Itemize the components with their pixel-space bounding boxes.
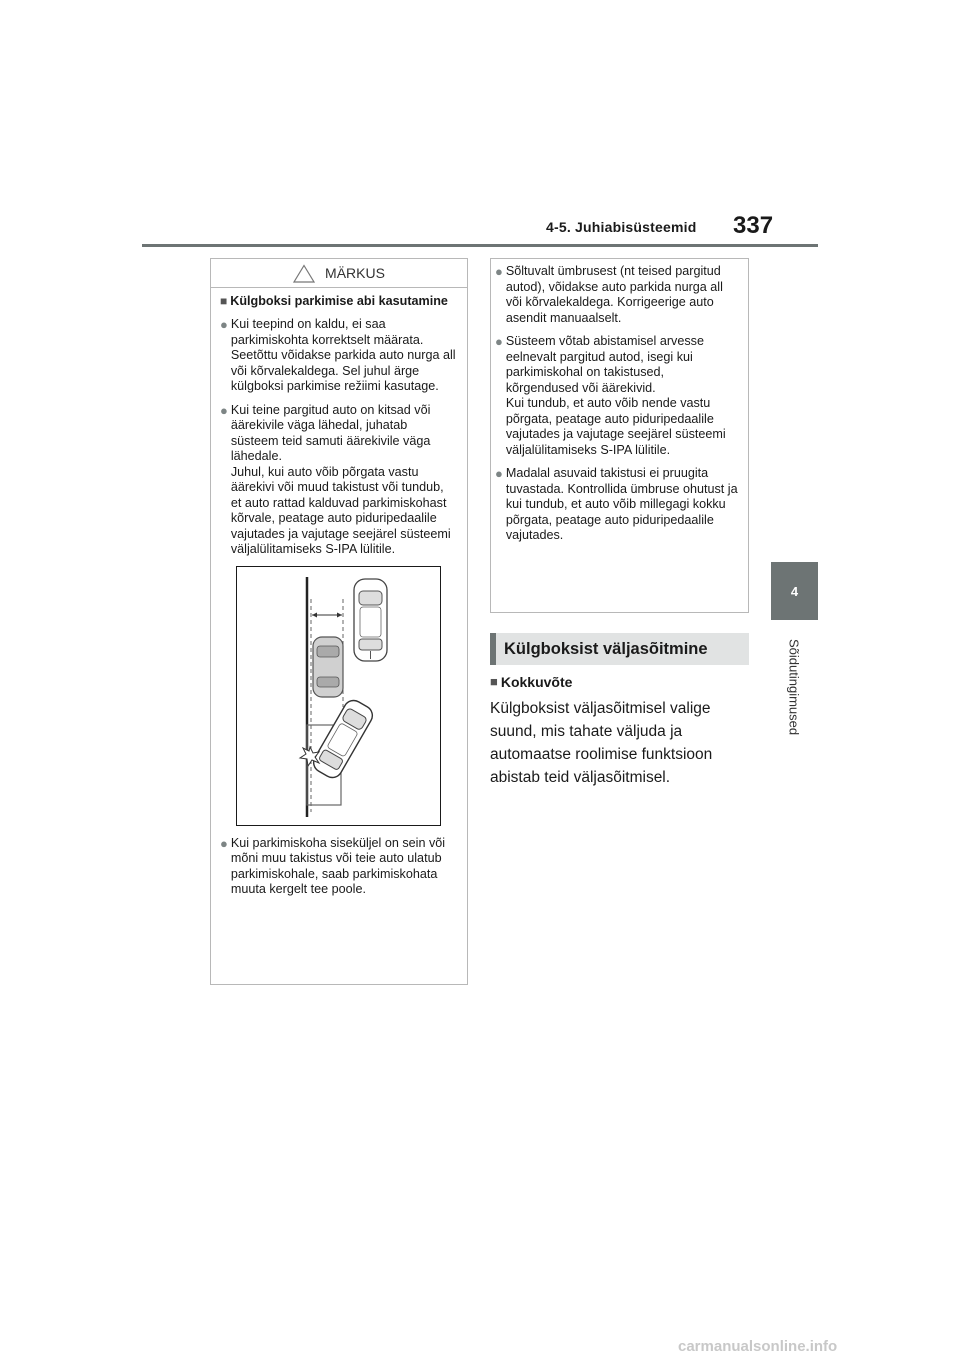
notice-continuation-box xyxy=(490,258,749,613)
notice-bullet-text: Kui teepind on kaldu, ei saa parkimiskohta korrektselt määrata. Seetõttu võidakse parkida auto nurga all või kõrvalekaldega. Sel juhul ärge külgboksi parkimise režiimi kasutage. xyxy=(230,317,456,393)
summary-heading-text: Kokkuvõte xyxy=(500,674,573,690)
warning-triangle-icon xyxy=(293,264,315,283)
square-bullet-icon: ■ xyxy=(490,674,498,689)
watermark: carmanualsonline.info xyxy=(678,1338,838,1355)
summary-heading xyxy=(490,674,572,690)
notice-bullet xyxy=(220,836,457,898)
notice-heading-text: Külgboksi parkimise abi kasutamine xyxy=(230,294,448,308)
gap-arrow-head xyxy=(337,612,342,617)
other-car xyxy=(313,637,343,697)
notice-bullet xyxy=(495,334,738,458)
bullet-dot-icon: ● xyxy=(495,264,503,279)
notice-heading xyxy=(220,294,457,309)
chapter-tab xyxy=(771,562,818,620)
notice-box xyxy=(210,258,468,985)
bullet-dot-icon: ● xyxy=(495,334,503,349)
notice-bullet xyxy=(220,403,457,558)
notice-title: MÄRKUS xyxy=(325,265,385,281)
bullet-dot-icon: ● xyxy=(495,466,503,481)
parking-diagram-svg xyxy=(237,567,440,825)
notice-header xyxy=(211,259,467,288)
parking-illustration xyxy=(236,566,441,826)
notice-bullet-text: Kui teine pargitud auto on kitsad või äärekivile väga lähedal, juhatab süsteem teid samuti äärekivile väga lähedale. Juhul, kui auto võib põrgata vastu äärekivi või muud takistust või tundub, et auto rattad kalduvad parkimiskohast kõrvale, peatage auto piduripedaalile vajutades ja vajutage seejärel süsteemi väljalülitamiseks S-IPA lülitile. xyxy=(230,402,451,556)
chapter-number: 4 xyxy=(790,583,799,599)
section-heading-text: Külgboksist väljasõitmine xyxy=(504,639,708,658)
notice-bullet xyxy=(495,466,738,544)
bullet-dot-icon: ● xyxy=(220,835,228,851)
section-heading xyxy=(490,633,749,665)
notice-bullet-text: Madalal asuvaid takistusi ei pruugita tuvastada. Kontrollida ümbruse ohutust ja kui tundub, et auto võib millegagi kokku põrgata, peatage auto piduripedaalile vajutades. xyxy=(505,466,738,542)
page-number: 337 xyxy=(733,212,774,239)
square-bullet-icon: ■ xyxy=(220,294,228,308)
section-header-title: 4-5. Juhiabisüsteemid xyxy=(546,219,697,235)
header-divider xyxy=(142,244,818,247)
gap-arrow-head xyxy=(312,612,317,617)
notice-bullet-text: Süsteem võtab abistamisel arvesse eelnevalt pargitud autod, isegi kui parkimiskohal on takistused, kõrgendused või äärekivid. Kui tundub, et auto võib nende vastu põrgata, peatage auto piduripedaalile vajutades ja vajutage seejärel süsteemi väljalülitamiseks S-IPA lülitile. xyxy=(505,334,726,457)
parked-car xyxy=(354,579,387,661)
summary-paragraph: Külgboksist väljasõitmisel valige suund, mis tahate väljuda ja automaatse roolimise funktsioon abistab teid väljasõitmisel. xyxy=(490,700,713,786)
angled-car xyxy=(310,696,376,780)
bullet-dot-icon: ● xyxy=(220,402,228,418)
notice-bullet-text: Sõltuvalt ümbrusest (nt teised pargitud autod), võidakse auto parkida nurga all või kõrvalekaldega. Korrigeerige auto asendit manuaalselt. xyxy=(505,264,723,325)
notice-bullet-text: Kui parkimiskoha siseküljel on sein või mõni muu takistus või teie auto ulatub parkimiskohale, saab parkimiskohata muuta kergelt tee poole. xyxy=(230,835,446,896)
notice-bullet xyxy=(220,317,457,395)
notice-bullet xyxy=(495,264,738,326)
chapter-label-text: Sõidutingimused xyxy=(786,638,802,736)
chapter-label xyxy=(768,630,820,744)
bullet-dot-icon: ● xyxy=(220,317,228,332)
